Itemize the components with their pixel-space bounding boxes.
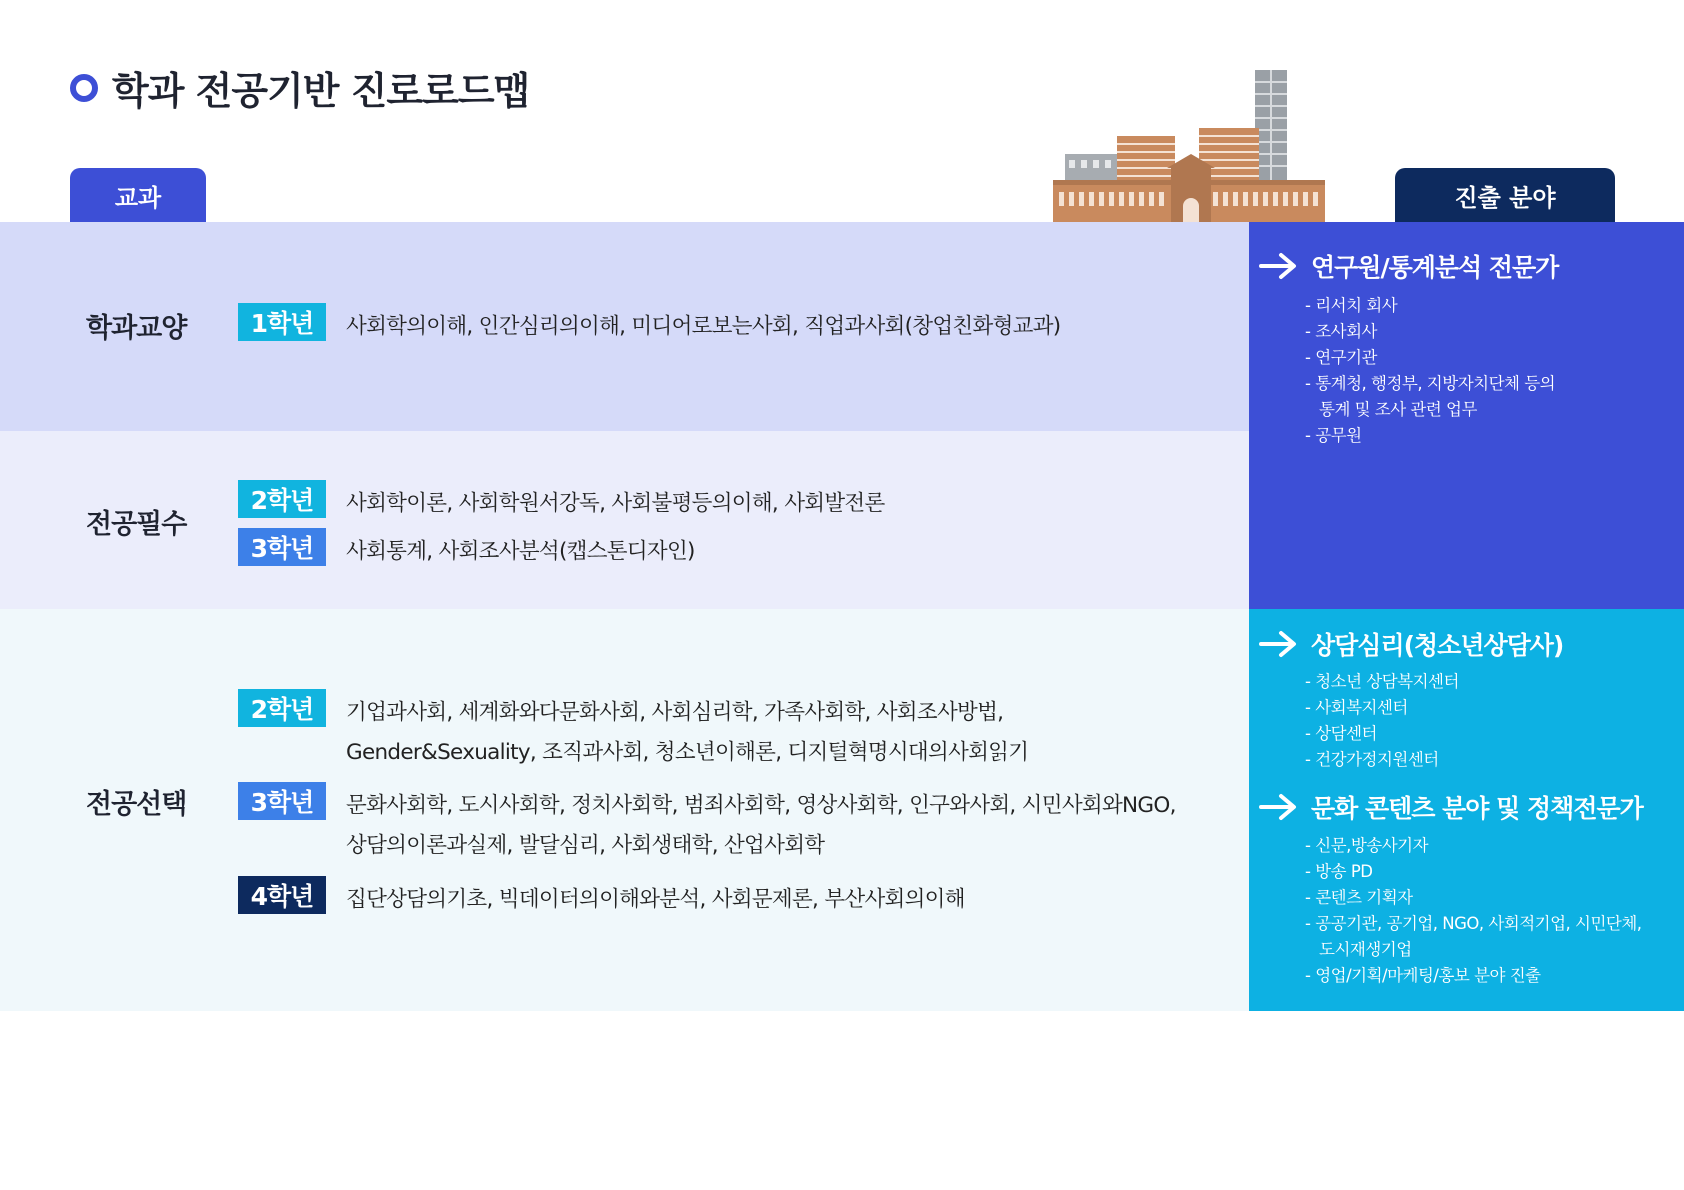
career-item: - 영업/기획/마케팅/홍보 분야 진출 <box>1305 966 1541 985</box>
career-item: - 공무원 <box>1305 426 1362 445</box>
category-label: 전공필수 <box>86 509 187 540</box>
career-item: - 공공기관, 공기업, NGO, 사회적기업, 시민단체, <box>1305 914 1642 933</box>
circle-bullet-icon <box>70 74 98 102</box>
arrow-right-icon <box>1259 793 1299 821</box>
grade-badge: 2학년 <box>238 689 326 727</box>
arrow-right-icon <box>1259 252 1299 280</box>
career-item: - 리서치 회사 <box>1305 296 1398 315</box>
career-heading <box>1259 626 1563 662</box>
course-list: 사회통계, 사회조사분석(캡스톤디자인) <box>346 539 695 564</box>
grade-badge: 3학년 <box>238 528 326 566</box>
course-list: 사회학의이해, 인간심리의이해, 미디어로보는사회, 직업과사회(창업친화형교과) <box>346 314 1061 339</box>
course-list: Gender&Sexuality, 조직과사회, 청소년이해론, 디지털혁명시대의사회읽기 <box>346 740 1029 765</box>
category-label: 전공선택 <box>86 789 187 820</box>
career-item: - 건강가정지원센터 <box>1305 750 1439 769</box>
career-item: - 상담센터 <box>1305 724 1377 743</box>
career-heading <box>1259 248 1558 284</box>
page-title-text: 학과 전공기반 진로로드맵 <box>112 69 530 113</box>
course-list: 문화사회학, 도시사회학, 정치사회학, 범죄사회학, 영상사회학, 인구와사회, 시민사회와NGO, <box>346 793 1176 818</box>
career-title: 상담심리(청소년상담사) <box>1311 631 1564 660</box>
arrow-right-icon <box>1259 630 1299 658</box>
career-item: - 통계청, 행정부, 지방자치단체 등의 <box>1305 374 1556 393</box>
course-list: 사회학이론, 사회학원서강독, 사회불평등의이해, 사회발전론 <box>346 491 885 516</box>
career-list <box>1305 833 1642 989</box>
band-major-required <box>0 431 1249 609</box>
career-item: - 콘텐츠 기획자 <box>1305 888 1413 907</box>
career-panel-counseling-culture <box>1249 609 1684 1011</box>
tab-courses: 교과 <box>70 168 206 222</box>
career-item: - 청소년 상담복지센터 <box>1305 672 1459 691</box>
course-list: 집단상담의기초, 빅데이터의이해와분석, 사회문제론, 부산사회의이해 <box>346 887 965 912</box>
grade-badge: 4학년 <box>238 876 326 914</box>
career-item: 도시재생기업 <box>1319 940 1412 959</box>
career-heading <box>1259 789 1643 825</box>
career-item: - 조사회사 <box>1305 322 1377 341</box>
career-item: - 사회복지센터 <box>1305 698 1408 717</box>
grade-badge: 3학년 <box>238 782 326 820</box>
course-list: 기업과사회, 세계화와다문화사회, 사회심리학, 가족사회학, 사회조사방법, <box>346 700 1004 725</box>
career-item: - 신문,방송사기자 <box>1305 836 1429 855</box>
page-title <box>70 60 529 115</box>
category-label: 학과교양 <box>86 313 187 344</box>
course-list: 상담의이론과실제, 발달심리, 사회생태학, 산업사회학 <box>346 833 825 858</box>
career-list <box>1305 293 1555 449</box>
career-list <box>1305 669 1459 773</box>
career-item: - 방송 PD <box>1305 862 1373 881</box>
career-item: 통계 및 조사 관련 업무 <box>1319 400 1477 419</box>
tab-careers: 진출 분야 <box>1395 168 1615 222</box>
grade-badge: 1학년 <box>238 303 326 341</box>
grade-badge: 2학년 <box>238 480 326 518</box>
career-title: 연구원/통계분석 전문가 <box>1311 253 1559 282</box>
career-item: - 연구기관 <box>1305 348 1377 367</box>
campus-skyline-illustration <box>1053 68 1325 222</box>
career-panel-research <box>1249 222 1684 609</box>
career-title: 문화 콘텐츠 분야 및 정책전문가 <box>1311 794 1643 823</box>
